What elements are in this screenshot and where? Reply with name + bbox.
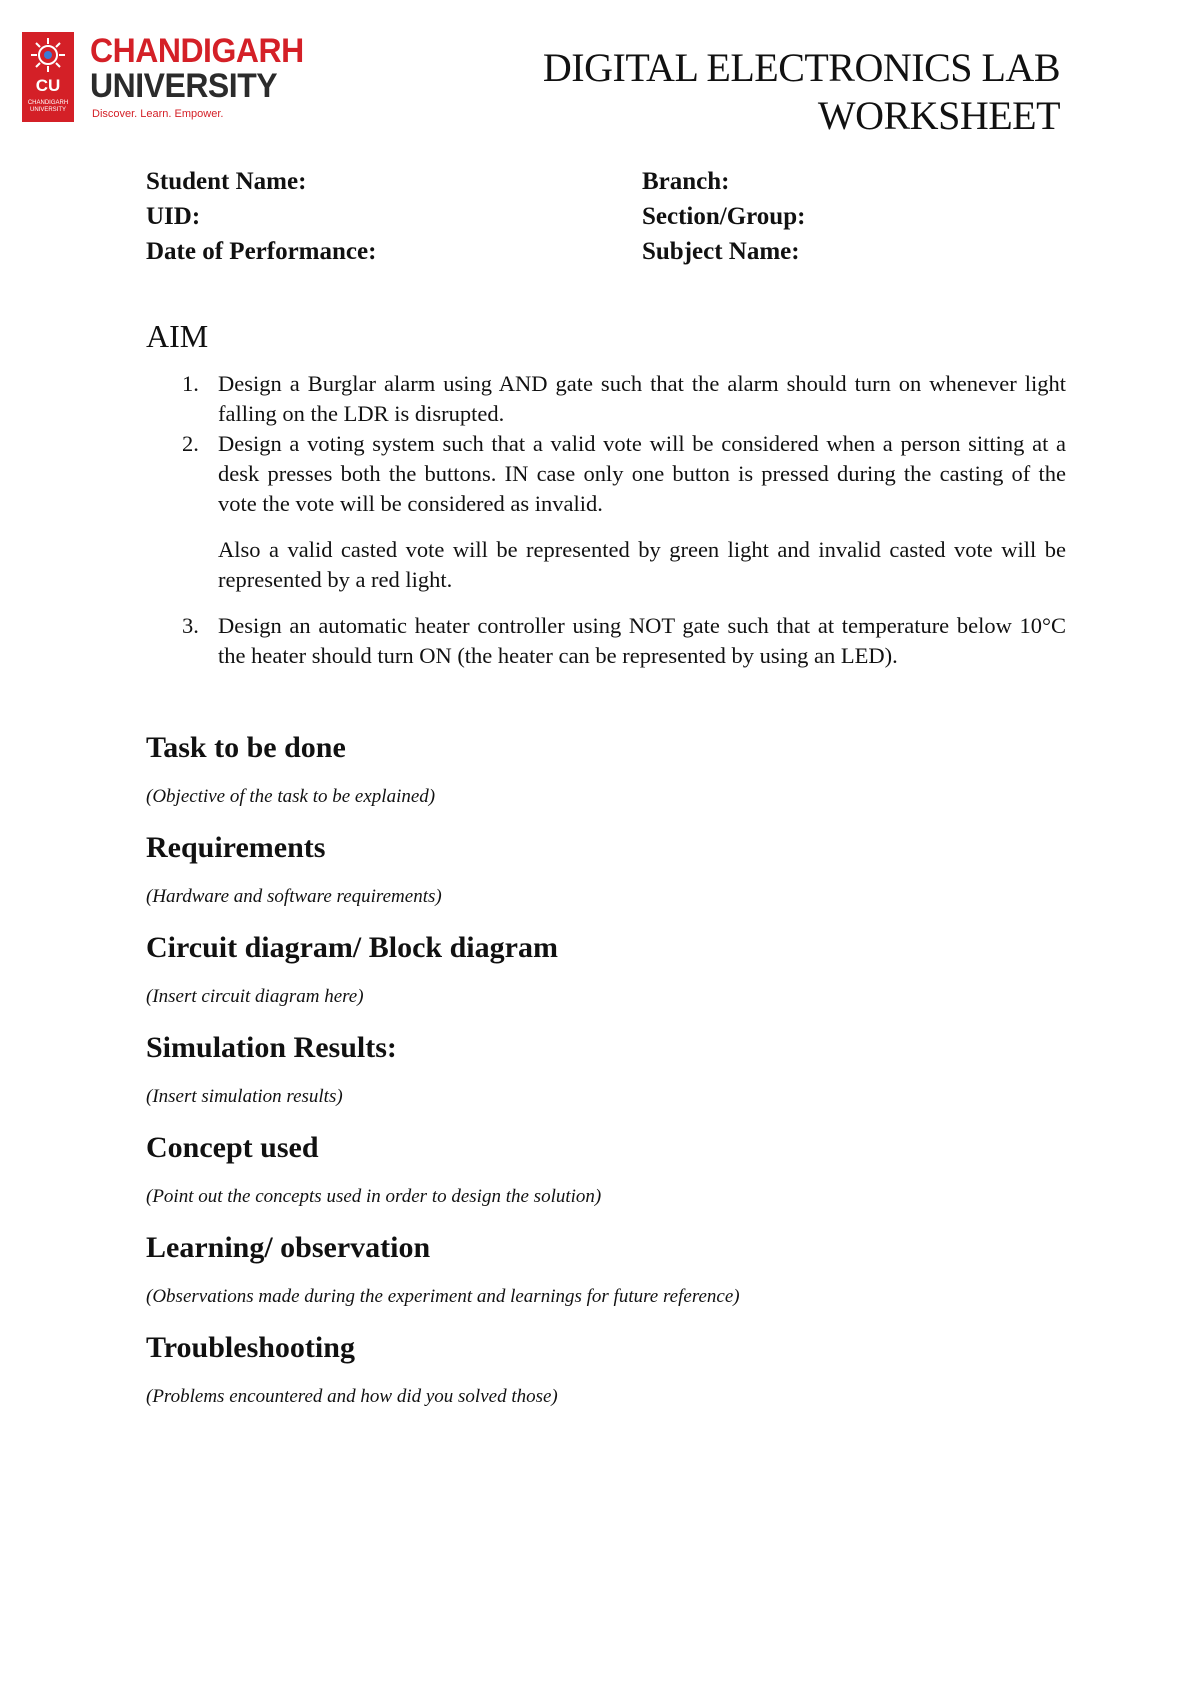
document-title-line1: DIGITAL ELECTRONICS LAB — [542, 45, 1060, 90]
logo-tagline: Discover. Learn. Empower. — [92, 108, 224, 120]
section-heading: Concept used — [146, 1131, 319, 1164]
aim-item — [146, 369, 1066, 429]
section-note: (Insert simulation results) — [146, 1086, 343, 1107]
section-learning-observation — [146, 1229, 1066, 1309]
document-title — [543, 44, 1060, 140]
section-heading: Task to be done — [146, 731, 346, 764]
document-title-line2: WORKSHEET — [817, 93, 1060, 138]
emblem-cu-text: CU — [35, 76, 61, 95]
section-note: (Observations made during the experiment and learnings for future reference) — [146, 1286, 740, 1307]
section-note: (Hardware and software requirements) — [146, 886, 442, 907]
aim-item-number: 1. — [182, 371, 199, 396]
section-circuit-diagram — [146, 929, 1066, 1009]
section-note: (Insert circuit diagram here) — [146, 986, 364, 1007]
university-emblem-icon — [22, 32, 74, 122]
section-concept-used — [146, 1129, 1066, 1209]
section-heading: Learning/ observation — [146, 1231, 431, 1264]
section-group-field: Section/Group: — [642, 203, 806, 230]
section-task — [146, 729, 1066, 809]
student-info-right — [642, 164, 805, 269]
section-note: (Problems encountered and how did you solved those) — [146, 1386, 558, 1407]
university-logo — [22, 32, 304, 124]
student-info-left — [146, 164, 376, 269]
section-heading: Requirements — [146, 831, 326, 864]
date-of-performance-field: Date of Performance: — [146, 238, 377, 265]
worksheet-content — [146, 318, 1066, 1429]
logo-name-line2: UNIVERSITY — [90, 67, 278, 105]
section-simulation-results — [146, 1029, 1066, 1109]
section-heading: Troubleshooting — [146, 1331, 355, 1364]
section-heading: Circuit diagram/ Block diagram — [146, 931, 558, 964]
aim-heading: AIM — [146, 318, 209, 354]
aim-item — [146, 429, 1066, 519]
branch-field: Branch: — [642, 168, 730, 195]
section-requirements — [146, 829, 1066, 909]
emblem-subtext: CHANDIGARH UNIVERSITY — [27, 100, 69, 113]
logo-name-line1: CHANDIGARH — [90, 32, 304, 70]
aim-list — [146, 369, 1066, 671]
section-note: (Objective of the task to be explained) — [146, 786, 436, 807]
section-troubleshooting — [146, 1329, 1066, 1409]
uid-field: UID: — [146, 203, 201, 230]
aim-extra-paragraph: Also a valid casted vote will be represented by green light and invalid casted vote will be represented by a red light. — [218, 537, 1066, 592]
aim-item-text: Design a voting system such that a valid vote will be considered when a person sitting at a desk presses both the buttons. IN case only one button is pressed during the casting of the vote the vote will be considered as invalid. — [218, 431, 1066, 516]
section-heading: Simulation Results: — [146, 1031, 397, 1064]
aim-item-text: Design an automatic heater controller using NOT gate such that at temperature below 10°C the heater should turn ON (the heater can be represented by using an LED). — [218, 613, 1066, 668]
aim-item-text: Design a Burglar alarm using AND gate such that the alarm should turn on whenever light falling on the LDR is disrupted. — [218, 371, 1066, 426]
subject-name-field: Subject Name: — [642, 238, 800, 265]
aim-item-number: 2. — [182, 431, 199, 456]
student-name-field: Student Name: — [146, 168, 307, 195]
aim-item — [146, 611, 1066, 671]
section-note: (Point out the concepts used in order to design the solution) — [146, 1186, 602, 1207]
aim-item-number: 3. — [182, 613, 199, 638]
